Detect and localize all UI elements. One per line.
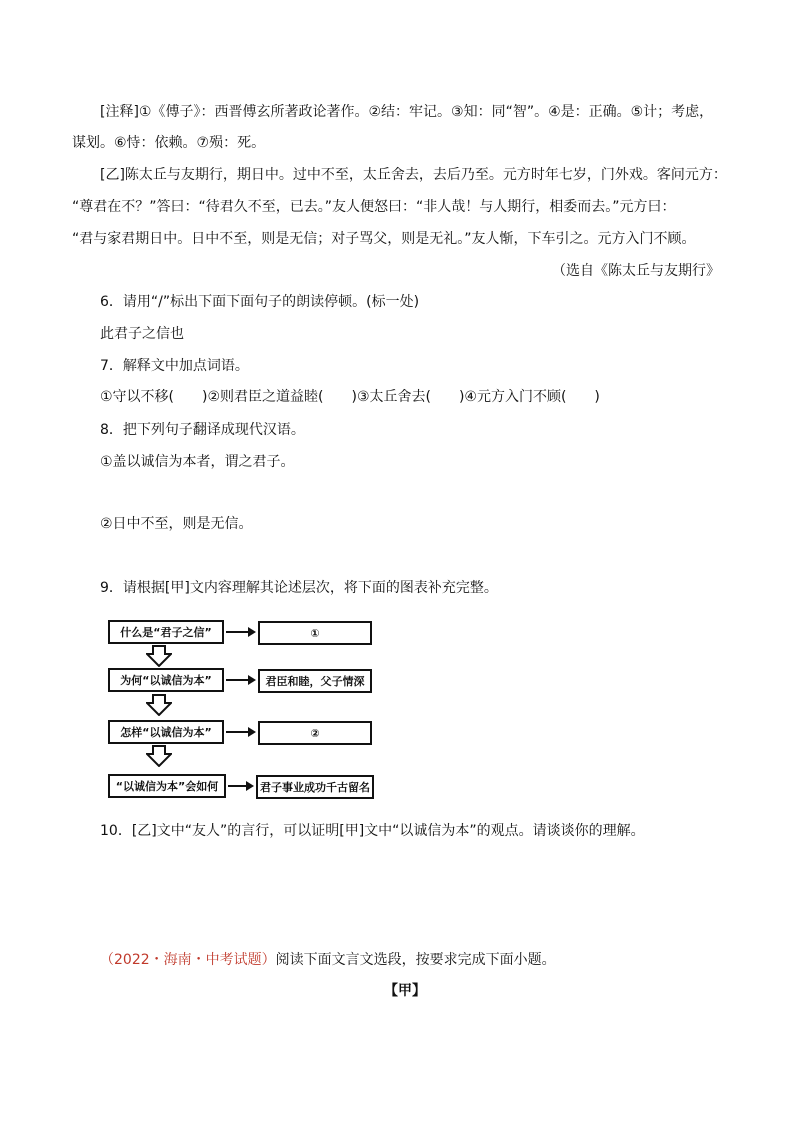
question-10: 10．[乙]文中“友人”的言行，可以证明[甲]文中“以诚信为本”的观点。请谈谈你的理解。 <box>100 823 645 839</box>
diagram-right-box-1: ① <box>258 621 372 645</box>
question-9: 9．请根据[甲]文内容理解其论述层次，将下面的图表补充完整。 <box>100 580 498 596</box>
diagram-right-box-3: ② <box>258 721 372 745</box>
diagram-right-box-2: 君臣和睦，父子情深 <box>258 669 372 693</box>
passage-yi-line-2: “尊君在不？”答曰：“待君久不至，已去。”友人便怒曰：“非人哉！与人期行，相委而去。”元方曰： <box>72 199 676 215</box>
next-section-instruction <box>100 950 556 970</box>
question-8-b: ②日中不至，则是无信。 <box>100 516 253 532</box>
passage-yi-line-1: [乙]陈太丘与友期行，期日中。过中不至，太丘舍去，去后乃至。元方时年七岁，门外戏。客问元方： <box>100 167 727 183</box>
instruction-text: 阅读下面文言文选段，按要求完成下面小题。 <box>275 952 556 968</box>
diagram-left-box-2: 为何“以诚信为本” <box>108 668 224 692</box>
diagram-left-box-3: 怎样“以诚信为本” <box>108 720 224 744</box>
arrow-right-icon <box>226 679 254 681</box>
arrow-right-icon <box>226 731 254 733</box>
question-7: 7．解释文中加点词语。 <box>100 358 249 374</box>
diagram-right-box-4: 君子事业成功千古留名 <box>256 775 374 799</box>
diagram-left-box-1: 什么是“君子之信” <box>108 620 224 644</box>
question-6: 6．请用“/”标出下面下面句子的朗读停顿。(标一处) <box>100 294 420 310</box>
question-8-a: ①盖以诚信为本者，谓之君子。 <box>100 454 295 470</box>
section-heading-jia: 【甲】 <box>384 983 426 999</box>
passage-yi-line-3: “君与家君期日中。日中不至，则是无信；对子骂父，则是无礼。”友人惭，下车引之。元方入门不顾。 <box>72 231 696 247</box>
question-6-sentence: 此君子之信也 <box>100 326 184 342</box>
note-line-1: [注释]①《傅子》：西晋傅玄所著政论著作。②结：牢记。③知：同“智”。④是：正确。⑤计；考虑， <box>100 104 714 120</box>
arrow-down-icon <box>146 745 172 767</box>
passage-yi-source: （选自《陈太丘与友期行》 <box>552 263 720 279</box>
arrow-down-icon <box>146 645 172 667</box>
question-8: 8．把下列句子翻译成现代汉语。 <box>100 422 305 438</box>
exam-source: （2022・海南・中考试题） <box>100 952 276 968</box>
diagram-left-box-4: “以诚信为本”会如何 <box>108 774 226 798</box>
note-line-2: 谋划。⑥恃：依赖。⑦殒：死。 <box>72 135 266 151</box>
arrow-right-icon <box>226 631 254 633</box>
arrow-down-icon <box>146 694 172 716</box>
arrow-right-icon <box>228 785 252 787</box>
question-7-items: ①守以不移( )②则君臣之道益睦( )③太丘舍去( )④元方入门不顾( ) <box>100 389 600 405</box>
